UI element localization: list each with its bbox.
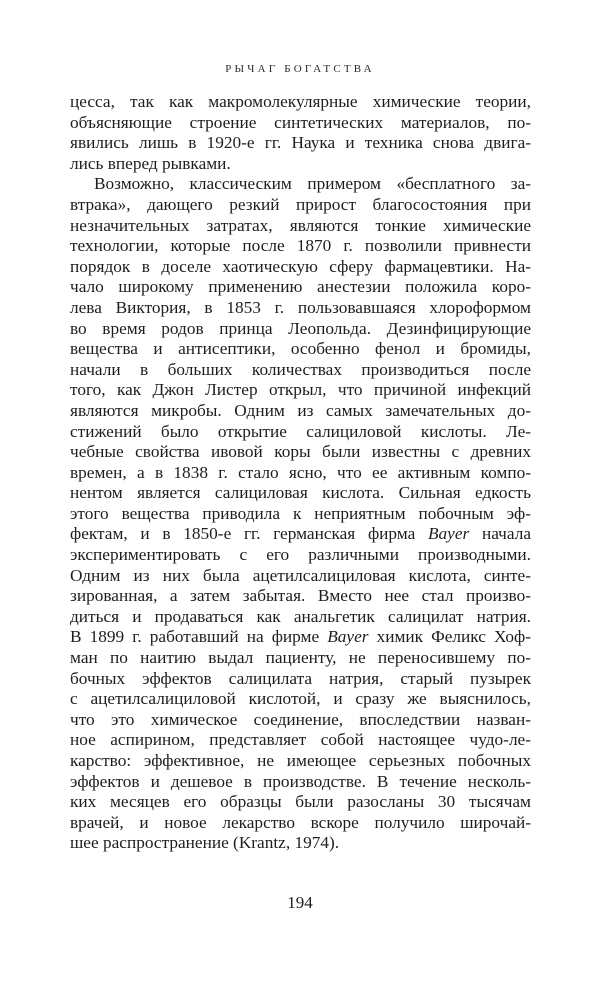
- text-segment: во время родов принца Леопольда. Дезинфицирующие: [70, 318, 531, 338]
- text-segment: экспериментировать с его различными производными.: [70, 545, 531, 565]
- text-line: [70, 442, 531, 463]
- text-line: [70, 792, 531, 813]
- page-number: 194: [287, 893, 313, 912]
- text-line: [70, 319, 531, 340]
- text-segment: времен, а в 1838 г. стало ясно, что ее активным компо-: [70, 462, 531, 482]
- text-segment: технологии, которые после 1870 г. позволили привнести: [70, 236, 531, 256]
- text-segment: карство: эффективное, не имеющее серьезных побочных: [70, 751, 531, 770]
- text-segment: чало широкому применению анестезии положила коро-: [70, 277, 531, 297]
- text-line: [70, 813, 531, 834]
- text-segment: химик Феликс Хоф-: [368, 627, 531, 647]
- text-line: [70, 504, 531, 525]
- text-line: [70, 257, 531, 278]
- text-line: [70, 730, 531, 751]
- text-line: [70, 133, 531, 154]
- text-line: [70, 360, 531, 381]
- text-segment: диться и продаваться как анальгетик салицилат натрия.: [70, 606, 531, 626]
- text-line: [70, 277, 531, 298]
- text-line: [70, 154, 531, 175]
- text-segment: чебные свойства ивовой коры были известны с древних: [70, 442, 531, 462]
- text-line: [70, 689, 531, 710]
- text-segment: шее распространение (Krantz, 1974).: [70, 833, 340, 853]
- text-segment: лись вперед рывками.: [70, 153, 231, 173]
- text-segment: что это химическое соединение, впоследствии назван-: [70, 709, 531, 729]
- text-line: [70, 483, 531, 504]
- text-segment: незначительных затратах, являются тонкие химические: [70, 215, 531, 235]
- text-line: [70, 710, 531, 731]
- text-segment: явились лишь в 1920-е гг. Наука и техника снова двига-: [70, 133, 531, 153]
- text-line: [70, 566, 531, 587]
- text-line: [70, 339, 531, 360]
- text-segment: цесса, так как макромолекулярные химические теории,: [70, 92, 531, 111]
- text-segment: начали в больших количествах производиться после: [70, 359, 531, 379]
- text-line: [70, 524, 531, 545]
- text-line: [70, 833, 531, 854]
- text-line: [70, 772, 531, 793]
- text-line: [70, 174, 531, 195]
- text-line: [70, 669, 531, 690]
- body-text: [70, 92, 531, 854]
- text-segment: объясняющие строение синтетических материалов, по-: [70, 112, 531, 132]
- text-segment: вещества и антисептики, особенно фенол и бромиды,: [70, 339, 531, 359]
- text-line: [70, 216, 531, 237]
- text-line: [70, 463, 531, 484]
- text-segment: зированная, а затем забытая. Вместо нее стал произво-: [70, 586, 531, 606]
- text-segment: ман по наитию выдал пациенту, не переносившему по-: [70, 648, 531, 668]
- text-segment: являются микробы. Одним из самых замечательных до-: [70, 400, 531, 420]
- text-line: [70, 627, 531, 648]
- text-segment: врачей, и новое лекарство вскоре получило широчай-: [70, 812, 531, 832]
- text-segment: Возможно, классическим примером «бесплатного за-: [94, 174, 531, 194]
- text-segment: этого вещества приводила к неприятным побочным эф-: [70, 503, 531, 523]
- text-segment: бочных эффектов салицилата натрия, старый пузырек: [70, 668, 531, 688]
- text-segment: нентом является салициловая кислота. Сильная едкость: [70, 483, 531, 503]
- text-line: [70, 298, 531, 319]
- text-segment: эффектов и дешевое в производстве. В течение несколь-: [70, 771, 531, 791]
- text-line: [70, 545, 531, 566]
- italic-text: Bayer: [327, 627, 369, 647]
- text-segment: с ацетилсалициловой кислотой, и сразу же выяснилось,: [70, 689, 531, 709]
- text-line: [70, 92, 531, 113]
- text-line: [70, 236, 531, 257]
- text-line: [70, 401, 531, 422]
- text-segment: фектам, и в 1850-е гг. германская фирма: [70, 524, 428, 544]
- text-segment: лева Виктория, в 1853 г. пользовавшаяся хлороформом: [70, 297, 531, 317]
- text-segment: того, как Джон Листер открыл, что причиной инфекций: [70, 380, 531, 400]
- text-line: [70, 607, 531, 628]
- text-segment: В 1899 г. работавший на фирме: [70, 627, 328, 647]
- text-segment: Одним из них была ацетилсалициловая кислота, синте-: [70, 565, 531, 585]
- text-segment: порядок в доселе хаотическую сферу фармацевтики. На-: [70, 256, 531, 276]
- text-segment: начала: [469, 524, 531, 544]
- text-segment: ное аспирином, представляет собой настоящее чудо-ле-: [70, 730, 531, 750]
- text-segment: стижений было открытие салициловой кислоты. Ле-: [70, 421, 531, 441]
- text-line: [70, 113, 531, 134]
- text-line: [70, 380, 531, 401]
- text-line: [70, 422, 531, 443]
- running-head: РЫЧАГ БОГАТСТВА: [225, 63, 375, 75]
- text-line: [70, 195, 531, 216]
- text-line: [70, 751, 531, 772]
- italic-text: Bayer: [427, 524, 470, 544]
- text-segment: втрака», дающего резкий прирост благосостояния при: [70, 194, 531, 214]
- text-segment: ких месяцев его образцы были разосланы 30 тысячам: [70, 792, 531, 812]
- text-line: [70, 586, 531, 607]
- text-line: [70, 648, 531, 669]
